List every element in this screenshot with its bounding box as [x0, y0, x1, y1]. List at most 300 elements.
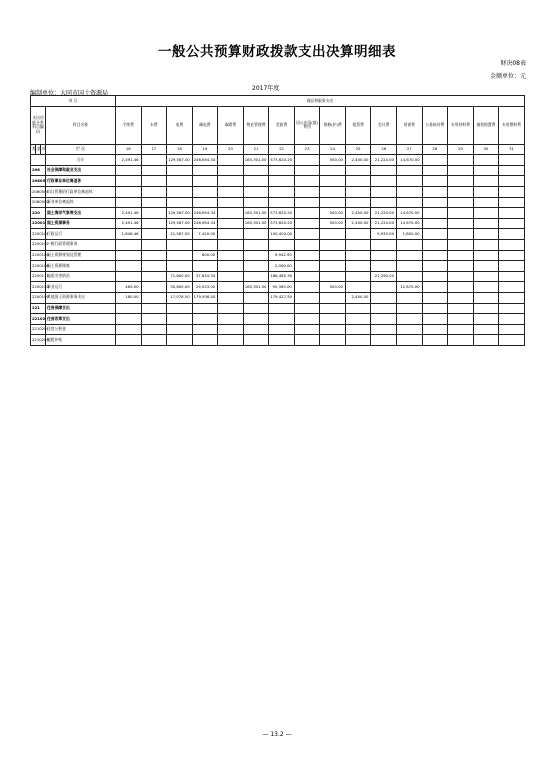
- subject-name: 地质灾害防治: [46, 271, 116, 282]
- amount-cell: [499, 218, 525, 229]
- amount-cell: [269, 314, 295, 325]
- amount-cell: [116, 250, 142, 261]
- amount-cell: [448, 292, 474, 303]
- amount-cell: [320, 176, 346, 187]
- amount-cell: [141, 250, 167, 261]
- subject-code: 221: [31, 303, 46, 314]
- total-cell: [499, 155, 525, 166]
- amount-cell: [422, 208, 448, 219]
- total-cell: [422, 155, 448, 166]
- amount-cell: [473, 208, 499, 219]
- amount-cell: 2,491.46: [116, 218, 142, 229]
- subject-code: 2200104: [31, 250, 46, 261]
- amount-cell: [141, 197, 167, 208]
- subject-code: 208: [31, 165, 46, 176]
- amount-cell: [422, 176, 448, 187]
- amount-cell: 9,942.50: [269, 250, 295, 261]
- subject-code: 2200199: [31, 292, 46, 303]
- amount-cell: [294, 282, 320, 293]
- amount-cell: [397, 197, 423, 208]
- amount-cell: [448, 250, 474, 261]
- amount-cell: 17,078.50: [167, 292, 193, 303]
- amount-cell: [243, 186, 269, 197]
- amount-cell: [422, 282, 448, 293]
- amount-cell: [167, 197, 193, 208]
- amount-cell: [116, 303, 142, 314]
- amount-cell: [269, 165, 295, 176]
- amount-cell: 30,600.00: [167, 282, 193, 293]
- amount-cell: [294, 176, 320, 187]
- amount-cell: [192, 261, 218, 272]
- column-header: 物业管理费: [243, 106, 269, 144]
- amount-cell: [345, 186, 371, 197]
- amount-cell: [448, 282, 474, 293]
- amount-cell: [218, 303, 244, 314]
- amount-cell: [371, 239, 397, 250]
- form-number: 财决08表: [500, 60, 526, 67]
- amount-cell: [218, 324, 244, 335]
- amount-cell: 21,224.00: [371, 208, 397, 219]
- amount-cell: [243, 250, 269, 261]
- amount-cell: [294, 303, 320, 314]
- amount-cell: [294, 314, 320, 325]
- lan-header: 栏 次: [46, 144, 116, 155]
- column-number: 28: [422, 144, 448, 155]
- subject-name: 行政运行: [46, 229, 116, 240]
- amount-cell: [141, 324, 167, 335]
- amount-cell: [320, 197, 346, 208]
- amount-cell: [320, 324, 346, 335]
- amount-cell: 500.00: [320, 208, 346, 219]
- amount-cell: [345, 250, 371, 261]
- amount-cell: [167, 165, 193, 176]
- report-title: 一般公共预算财政拨款支出决算明细表: [158, 44, 396, 60]
- amount-cell: [499, 303, 525, 314]
- amount-cell: [371, 250, 397, 261]
- amount-cell: [167, 324, 193, 335]
- subject-name: 住房保障支出: [46, 303, 116, 314]
- amount-cell: [269, 176, 295, 187]
- amount-cell: [320, 271, 346, 282]
- column-number: 19: [192, 144, 218, 155]
- column-header: 电费: [167, 106, 193, 144]
- column-header: 会议费: [371, 106, 397, 144]
- header-row: [31, 96, 525, 107]
- total-cell: [141, 155, 167, 166]
- amount-cell: 500.00: [320, 282, 346, 293]
- amount-cell: [192, 176, 218, 187]
- table-row: [31, 218, 525, 229]
- amount-cell: [218, 239, 244, 250]
- amount-cell: [141, 218, 167, 229]
- subject-name: 住房公积金: [46, 324, 116, 335]
- amount-cell: 179,427.50: [269, 292, 295, 303]
- amount-cell: [422, 324, 448, 335]
- amount-cell: [192, 186, 218, 197]
- amount-cell: [167, 176, 193, 187]
- amount-cell: [192, 197, 218, 208]
- subject-name: 住房改革支出: [46, 314, 116, 325]
- amount-cell: [116, 239, 142, 250]
- amount-cell: [192, 314, 218, 325]
- column-header: 被装购置费: [473, 106, 499, 144]
- table-row: [31, 186, 525, 197]
- amount-cell: [345, 229, 371, 240]
- subject-code: 2200150: [31, 282, 46, 293]
- amount-cell: [473, 324, 499, 335]
- amount-cell: [116, 261, 142, 272]
- amount-cell: [141, 165, 167, 176]
- amount-cell: 246,654.34: [192, 218, 218, 229]
- amount-cell: [294, 229, 320, 240]
- amount-cell: 2,000.00: [269, 261, 295, 272]
- column-header: 手续费: [116, 106, 142, 144]
- total-cell: 14,670.00: [397, 155, 423, 166]
- amount-cell: [473, 165, 499, 176]
- amount-cell: [294, 292, 320, 303]
- amount-cell: [345, 271, 371, 282]
- column-number: 29: [448, 144, 474, 155]
- amount-cell: [473, 282, 499, 293]
- subject-code: 20805: [31, 176, 46, 187]
- amount-cell: [218, 282, 244, 293]
- table-row: [31, 324, 525, 335]
- table-row: [31, 303, 525, 314]
- amount-cell: [218, 335, 244, 346]
- amount-cell: [345, 261, 371, 272]
- subject-name: 一般行政管理事务: [46, 239, 116, 250]
- amount-cell: [218, 261, 244, 272]
- table-row: [31, 229, 525, 240]
- amount-cell: [218, 271, 244, 282]
- amount-cell: [397, 335, 423, 346]
- column-number: 21: [243, 144, 269, 155]
- column-number: 18: [167, 144, 193, 155]
- amount-cell: 129,587.00: [167, 208, 193, 219]
- project-header: 项 目: [31, 96, 116, 107]
- total-cell: [473, 155, 499, 166]
- amount-cell: [499, 239, 525, 250]
- column-header: 水费: [141, 106, 167, 144]
- name-header: 科目名称: [46, 106, 116, 144]
- amount-cell: [473, 261, 499, 272]
- amount-cell: [243, 292, 269, 303]
- total-cell: [218, 155, 244, 166]
- amount-cell: 2,400.00: [345, 218, 371, 229]
- amount-cell: [422, 261, 448, 272]
- total-cell: 573,620.20: [269, 155, 295, 166]
- amount-cell: [448, 314, 474, 325]
- amount-cell: [345, 324, 371, 335]
- amount-cell: [499, 197, 525, 208]
- amount-cell: [499, 335, 525, 346]
- table-row: [31, 165, 525, 176]
- column-number: 17: [141, 144, 167, 155]
- amount-cell: [269, 324, 295, 335]
- amount-cell: 185,301.00: [243, 208, 269, 219]
- amount-cell: [243, 239, 269, 250]
- amount-cell: [422, 314, 448, 325]
- amount-cell: [116, 197, 142, 208]
- amount-cell: [345, 335, 371, 346]
- amount-cell: [371, 186, 397, 197]
- amount-cell: [167, 239, 193, 250]
- amount-cell: 1,846.46: [116, 229, 142, 240]
- amount-cell: 7,420.00: [192, 229, 218, 240]
- amount-cell: [116, 314, 142, 325]
- amount-cell: [499, 208, 525, 219]
- amount-cell: [473, 292, 499, 303]
- subject-name: 提租补贴: [46, 335, 116, 346]
- amount-cell: [294, 250, 320, 261]
- subject-code: 2200106: [31, 261, 46, 272]
- amount-cell: [192, 335, 218, 346]
- table-row: [31, 261, 525, 272]
- amount-cell: [141, 229, 167, 240]
- amount-cell: 1,800.00: [397, 229, 423, 240]
- amount-cell: [499, 314, 525, 325]
- amount-cell: [473, 314, 499, 325]
- amount-cell: [448, 208, 474, 219]
- table-row: [31, 208, 525, 219]
- total-row: [31, 155, 525, 166]
- amount-cell: [371, 292, 397, 303]
- column-number: 16: [116, 144, 142, 155]
- column-number: 25: [345, 144, 371, 155]
- amount-cell: [320, 165, 346, 176]
- amount-cell: [269, 239, 295, 250]
- total-cell: 21,224.00: [371, 155, 397, 166]
- amount-cell: [345, 239, 371, 250]
- amount-cell: [269, 303, 295, 314]
- amount-cell: [320, 239, 346, 250]
- amount-cell: [422, 292, 448, 303]
- amount-cell: [269, 335, 295, 346]
- amount-cell: [448, 176, 474, 187]
- amount-cell: [345, 314, 371, 325]
- amount-cell: [320, 292, 346, 303]
- group-header: 商品和服务支出: [116, 96, 525, 107]
- amount-cell: [243, 324, 269, 335]
- amount-cell: [218, 176, 244, 187]
- amount-cell: [448, 186, 474, 197]
- amount-cell: [422, 229, 448, 240]
- amount-cell: [397, 303, 423, 314]
- amount-cell: [371, 282, 397, 293]
- subject-code: 2200102: [31, 239, 46, 250]
- amount-cell: 573,620.20: [269, 218, 295, 229]
- amount-cell: 600.00: [192, 250, 218, 261]
- amount-cell: [473, 229, 499, 240]
- amount-cell: [448, 271, 474, 282]
- amount-cell: [345, 197, 371, 208]
- amount-cell: [473, 271, 499, 282]
- amount-cell: [243, 261, 269, 272]
- amount-cell: [499, 229, 525, 240]
- amount-unit: 金额单位：元: [489, 73, 526, 80]
- amount-cell: [218, 229, 244, 240]
- amount-cell: [499, 186, 525, 197]
- amount-cell: [371, 165, 397, 176]
- amount-cell: 21,224.00: [371, 218, 397, 229]
- amount-cell: [243, 176, 269, 187]
- amount-cell: [397, 324, 423, 335]
- amount-cell: [218, 292, 244, 303]
- amount-cell: [294, 197, 320, 208]
- amount-cell: [422, 186, 448, 197]
- amount-cell: [499, 324, 525, 335]
- column-header: 专用材料费: [448, 106, 474, 144]
- report-year: 2017年度: [252, 85, 280, 92]
- amount-cell: [448, 218, 474, 229]
- column-number: 31: [499, 144, 525, 155]
- amount-cell: 500.00: [320, 218, 346, 229]
- amount-cell: [141, 271, 167, 282]
- total-cell: [294, 155, 320, 166]
- amount-cell: [294, 208, 320, 219]
- amount-cell: [294, 165, 320, 176]
- amount-cell: 14,670.00: [397, 218, 423, 229]
- amount-cell: [116, 324, 142, 335]
- amount-cell: [294, 239, 320, 250]
- amount-cell: 246,654.34: [192, 208, 218, 219]
- column-number: 26: [371, 144, 397, 155]
- amount-cell: [218, 165, 244, 176]
- amount-cell: [320, 303, 346, 314]
- subject-name: 国土资源调查: [46, 261, 116, 272]
- column-header: 取暖费: [218, 106, 244, 144]
- amount-cell: [422, 250, 448, 261]
- table-row: [31, 292, 525, 303]
- amount-cell: [218, 197, 244, 208]
- column-header: 专用燃料费: [499, 106, 525, 144]
- column-header: 公务接待费: [422, 106, 448, 144]
- amount-cell: [320, 314, 346, 325]
- amount-cell: [473, 303, 499, 314]
- amount-cell: [116, 176, 142, 187]
- subject-code: 2210203: [31, 335, 46, 346]
- amount-cell: [141, 239, 167, 250]
- amount-cell: [499, 176, 525, 187]
- amount-cell: [473, 176, 499, 187]
- amount-cell: [448, 239, 474, 250]
- amount-cell: [141, 176, 167, 187]
- amount-cell: [397, 250, 423, 261]
- amount-cell: [422, 271, 448, 282]
- amount-cell: [320, 250, 346, 261]
- amount-cell: [243, 197, 269, 208]
- amount-cell: [294, 324, 320, 335]
- amount-cell: 2,400.00: [345, 292, 371, 303]
- total-cell: [448, 155, 474, 166]
- amount-cell: 71,600.00: [167, 271, 193, 282]
- amount-cell: [243, 229, 269, 240]
- expenditure-table: [30, 95, 525, 346]
- amount-cell: [320, 261, 346, 272]
- amount-cell: 186,485.30: [269, 271, 295, 282]
- total-cell: 129,587.00: [167, 155, 193, 166]
- amount-cell: [116, 335, 142, 346]
- amount-cell: 185,301.00: [243, 218, 269, 229]
- amount-cell: 129,587.00: [167, 218, 193, 229]
- amount-cell: [141, 303, 167, 314]
- table-row: [31, 250, 525, 261]
- amount-cell: [422, 218, 448, 229]
- amount-cell: [397, 261, 423, 272]
- amount-cell: [371, 335, 397, 346]
- page-number: — 13.2 —: [262, 731, 292, 738]
- subject-code: 2200111: [31, 271, 46, 282]
- amount-cell: [167, 303, 193, 314]
- amount-cell: [422, 197, 448, 208]
- amount-cell: [345, 303, 371, 314]
- amount-cell: [167, 335, 193, 346]
- amount-cell: [141, 282, 167, 293]
- organization: 编制单位：大同市国土资源局: [30, 90, 109, 97]
- table-row: [31, 197, 525, 208]
- amount-cell: [499, 250, 525, 261]
- column-header: 因公出国(境)费用: [294, 106, 320, 144]
- column-number-row: [31, 144, 525, 155]
- amount-cell: [116, 271, 142, 282]
- amount-cell: [167, 186, 193, 197]
- amount-cell: [397, 165, 423, 176]
- column-number: 22: [269, 144, 295, 155]
- amount-cell: [473, 186, 499, 197]
- amount-cell: [422, 303, 448, 314]
- amount-cell: 2,400.00: [345, 208, 371, 219]
- subject-name: 其他国土资源事务支出: [46, 292, 116, 303]
- column-header: 邮电费: [192, 106, 218, 144]
- column-header: 培训费: [397, 106, 423, 144]
- amount-cell: [218, 186, 244, 197]
- amount-cell: [269, 186, 295, 197]
- amount-cell: [218, 314, 244, 325]
- column-header: 维修(护)费: [320, 106, 346, 144]
- amount-cell: 12,870.00: [397, 282, 423, 293]
- amount-cell: [192, 324, 218, 335]
- total-label: 合计: [46, 155, 116, 166]
- amount-cell: [320, 335, 346, 346]
- amount-cell: [371, 324, 397, 335]
- amount-cell: 14,670.00: [397, 208, 423, 219]
- amount-cell: [218, 208, 244, 219]
- table-row: [31, 239, 525, 250]
- column-number: 20: [218, 144, 244, 155]
- amount-cell: [141, 314, 167, 325]
- amount-cell: [116, 186, 142, 197]
- total-cell: 2,491.46: [116, 155, 142, 166]
- amount-cell: [371, 197, 397, 208]
- subject-code: 2200101: [31, 229, 46, 240]
- amount-cell: [116, 165, 142, 176]
- subject-code: 2080502: [31, 197, 46, 208]
- code-header: 支出功能分类科目编码: [31, 106, 46, 144]
- table-row: [31, 282, 525, 293]
- subject-name: 事业运行: [46, 282, 116, 293]
- amount-cell: [141, 261, 167, 272]
- amount-cell: [422, 239, 448, 250]
- amount-cell: [167, 250, 193, 261]
- amount-cell: [294, 218, 320, 229]
- total-cell: 2,400.00: [345, 155, 371, 166]
- amount-cell: [397, 239, 423, 250]
- amount-cell: [320, 229, 346, 240]
- subject-name: 社会保障和就业支出: [46, 165, 116, 176]
- amount-cell: [269, 197, 295, 208]
- amount-cell: [397, 271, 423, 282]
- column-header: 差旅费: [269, 106, 295, 144]
